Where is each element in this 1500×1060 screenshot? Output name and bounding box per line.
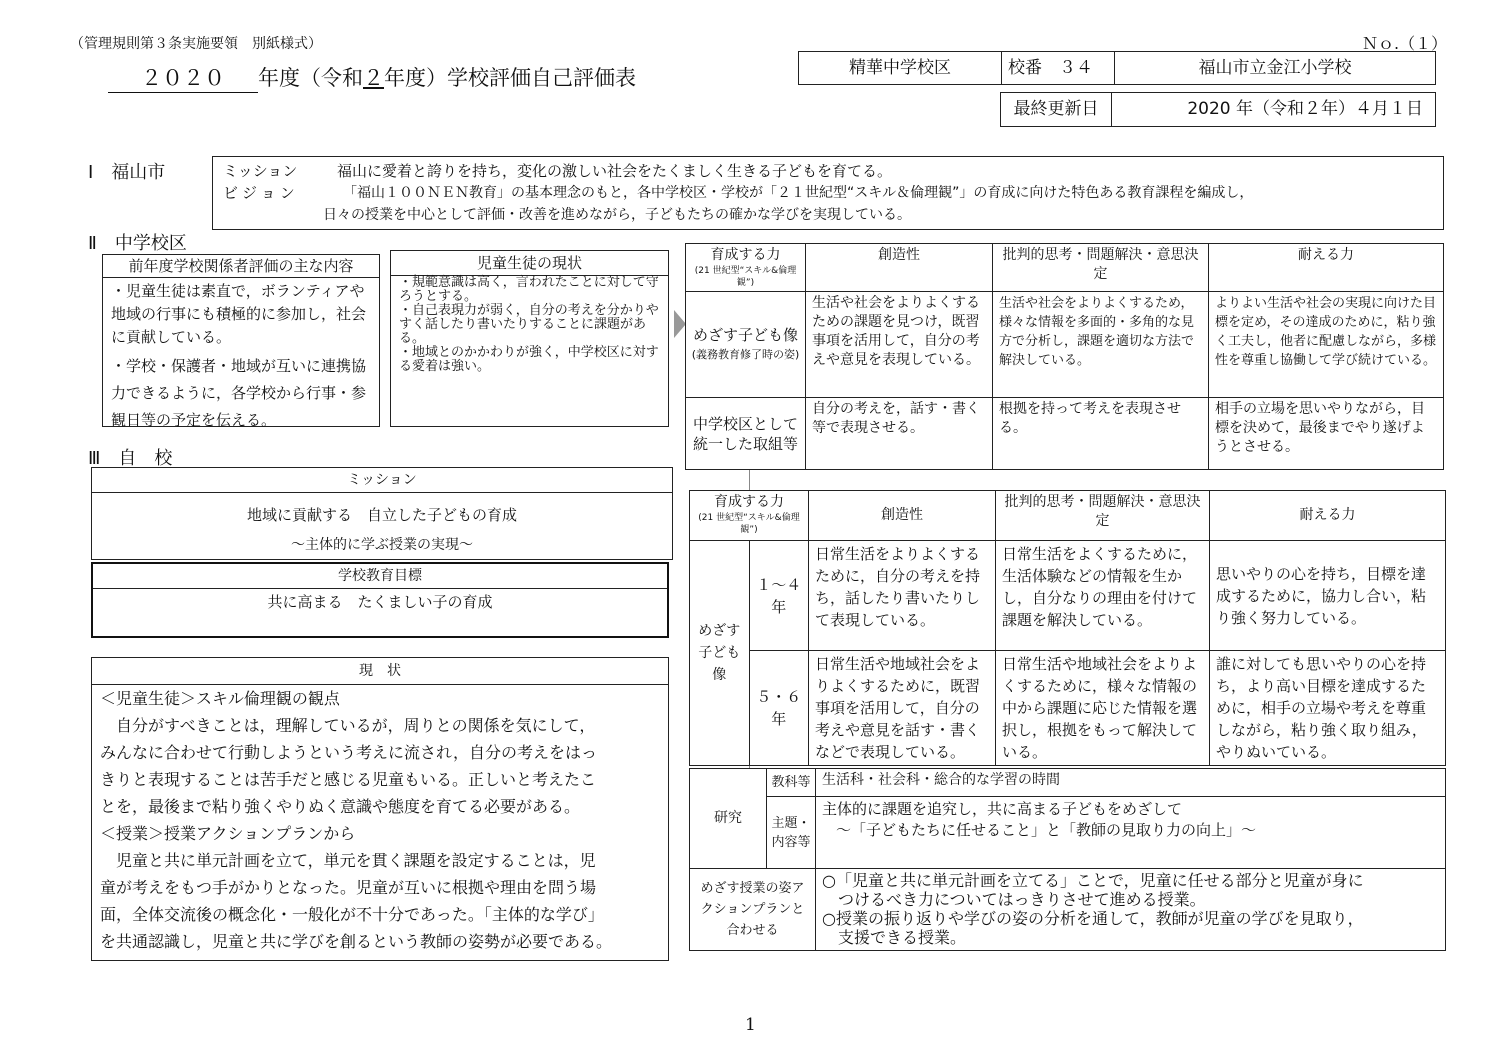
school-mission-line-2: ～主体的に学ぶ授業の実現～	[291, 537, 473, 553]
district-r2-c1: 自分の考えを，話す・書く等で表現させる。	[806, 398, 993, 470]
title-pre: 年度（令和	[258, 66, 363, 90]
city-vision-label: ビジョン	[223, 184, 299, 202]
district-r1-label-cell	[686, 292, 806, 398]
connector-line	[749, 470, 750, 490]
status-line-10: を共通認識し，児童と共に学びを創るという教師の姿勢が必要である。	[100, 932, 613, 951]
status-line-7: 児童と共に単元計画を立て，単元を貫く課題を設定することは，児	[100, 851, 596, 870]
school-info-table	[798, 51, 1436, 85]
student-status-item-2: ・自己表現力が弱く，自分の考えを分かりやすく話したり書いたりすることに課題がある。	[399, 303, 659, 346]
plan-line-2: つけるべき力についてはっきりさせて進める授業。	[822, 890, 1206, 909]
section1-heading: Ⅰ 福山市	[88, 162, 166, 183]
school-goal-title: 学校教育目標	[93, 564, 667, 589]
district-r1-sub: (義務教育修了時の姿)	[691, 347, 800, 361]
grade-5-6: ５・６年	[749, 651, 809, 766]
district-h1: 創造性	[806, 244, 993, 292]
district-h0-sub: (21 世紀型“スキル&倫理観”)	[694, 266, 797, 288]
school-mission-title: ミッション	[92, 468, 672, 493]
status-line-6: ＜授業＞授業アクションプランから	[100, 824, 356, 843]
school-goal-box	[91, 562, 669, 638]
city-vision-text-2: 日々の授業を中心として評価・改善を進めながら，子どもたちの確かな学びを実現している。	[323, 207, 911, 223]
g2-c1: 日常生活や地域社会をよりよくするために，既習事項を活用して，自分の考えや意見を話す・書くなどで表現している。	[809, 651, 996, 766]
g1-c3: 思いやりの心を持ち，目標を達成するために，協力し合い，粘り強く努力している。	[1210, 541, 1446, 651]
student-status-item-1: ・規範意識は高く，言われたことに対して守ろうとする。	[399, 275, 659, 304]
district-table	[685, 243, 1444, 470]
district-table-h0	[686, 244, 806, 292]
school-h3: 耐える力	[1210, 491, 1446, 541]
grade-1-4: １～４年	[749, 541, 809, 651]
school-name: 福山市立金江小学校	[1115, 52, 1436, 85]
page-title	[108, 62, 636, 93]
plan-label: めざす授業の姿アクションプランと合わせる	[690, 869, 816, 951]
school-number: 校番 ３４	[1002, 52, 1115, 85]
school-h1: 創造性	[809, 491, 996, 541]
g2-c3: 誰に対しても思いやりの心を持ち，より高い目標を達成するために，相手の立場や考えを尊重しながら，粘り強く取り組み，やりぬいている。	[1210, 651, 1446, 766]
prev-eval-title: 前年度学校関係者評価の主な内容	[103, 255, 379, 278]
status-line-8: 童が考えをもつ手がかりとなった。児童が互いに根拠や理由を問う場	[100, 878, 597, 897]
title-year: ２０２０	[108, 62, 258, 93]
plan-line-1: ○「児童と共に単元計画を立てる」ことで，児童に任せる部分と児童が身に	[822, 871, 1364, 890]
updated-label: 最終更新日	[1001, 93, 1112, 127]
student-status-title: 児童生徒の現状	[391, 251, 668, 276]
prev-eval-item-2: ・学校・保護者・地域が互いに連携協力できるように，各学校から行事・参観日等の予定を伝える。	[111, 357, 367, 429]
district-h2: 批判的思考・問題解決・意思決定	[993, 244, 1209, 292]
school-target-table	[689, 490, 1446, 766]
district: 精華中学校区	[799, 52, 1002, 85]
school-h2: 批判的思考・問題解決・意思決定	[996, 491, 1210, 541]
status-line-9: 面，全体交流後の概念化・一般化が不十分であった。「主体的な学び」	[100, 905, 604, 924]
current-status-title: 現 状	[92, 658, 668, 685]
district-r1-c2: 生活や社会をよりよくするため，様々な情報を多面的・多角的な見方で分析し，課題を適切な方法で解決している。	[993, 292, 1209, 398]
section2-heading: Ⅱ 中学校区	[88, 233, 187, 254]
research-subject-label: 教科等	[767, 769, 816, 797]
title-reiwa: ２	[363, 66, 384, 90]
school-row-label: めざす子ども像	[690, 541, 750, 766]
district-r2-label: 中学校区として統一した取組等	[686, 398, 806, 470]
district-r1-c1: 生活や社会をよりよくするための課題を見つけ，既習事項を活用して，自分の考えや意見を表現している。	[806, 292, 993, 398]
g1-c2: 日常生活をよくするために，生活体験などの情報を生かし，自分なりの理由を付けて課題を解決している。	[996, 541, 1210, 651]
student-status-box	[390, 250, 669, 427]
prev-eval-item-1: ・児童生徒は素直で，ボランティアや地域の行事にも積極的に参加し，社会に貢献している。	[111, 282, 367, 346]
status-line-5: とを，最後まで粘り強くやりぬく意識や態度を育てる必要がある。	[100, 797, 581, 816]
research-label: 研究	[690, 769, 767, 869]
status-line-1: ＜児童生徒＞スキル倫理観の観点	[100, 689, 340, 708]
status-line-4: きりと表現することは苦手だと感じる児童もいる。正しいと考えたこ	[100, 770, 597, 789]
research-theme-label: 主題・内容等	[767, 797, 816, 869]
g2-c2: 日常生活や地域社会をよりよくするために，様々な情報の中から課題に応じた情報を選択し，根拠をもって解決している。	[996, 651, 1210, 766]
form-note: （管理規則第３条実施要領 別紙様式）	[70, 36, 322, 52]
status-line-3: みんなに合わせて行動しようという考えに流され，自分の考えをはっ	[100, 743, 597, 762]
research-theme-line-1: 主体的に課題を追究し，共に高まる子どもをめざして	[822, 800, 1183, 818]
title-post: 年度）学校評価自己評価表	[384, 66, 636, 90]
district-r2-c2: 根拠を持って考えを表現させる。	[993, 398, 1209, 470]
school-mission-box	[91, 467, 673, 560]
city-vision-text-1: 「福山１００ＮＥＮ教育」の基本理念のもと，各中学校区・学校が「２１世紀型“スキル＆倫理観”」の育成に向けた特色ある教育課程を編成し，	[343, 185, 1254, 201]
section3-heading: Ⅲ 自 校	[88, 448, 173, 469]
research-theme-line-2: ～「子どもたちに任せること」と「教師の見取り力の向上」～	[836, 821, 1257, 839]
plan-line-4: 支援できる授業。	[822, 928, 967, 947]
g1-c1: 日常生活をよりよくするために，自分の考えを持ち，話したり書いたりして表現している。	[809, 541, 996, 651]
updated-value: 2020 年（令和２年）４月１日	[1112, 93, 1436, 127]
city-mission-label: ミッション	[223, 162, 298, 180]
school-table-h0	[690, 491, 809, 541]
school-goal-text: 共に高まる たくましい子の育成	[267, 593, 493, 611]
research-table	[689, 768, 1446, 951]
district-r1-label: めざす子ども像	[692, 325, 798, 344]
page-number: Ｎｏ.（１）	[1362, 34, 1448, 53]
current-status-box	[91, 657, 669, 961]
district-h0-label: 育成する力	[710, 247, 781, 263]
city-mission-text: 福山に愛着と誇りを持ち，変化の激しい社会をたくましく生きる子どもを育てる。	[337, 162, 893, 180]
district-r1-c3: よりよい生活や社会の実現に向けた目標を定め，その達成のために，粘り強く工夫し，他者に配慮しながら，多様性を尊重し協働して学び続けている。	[1209, 292, 1444, 398]
school-h0-sub: (21 世紀型“スキル&倫理観”)	[698, 513, 800, 535]
district-h3: 耐える力	[1209, 244, 1444, 292]
prev-eval-box	[102, 254, 380, 427]
school-mission-line-1: 地域に貢献する 自立した子どもの育成	[246, 506, 517, 524]
footer-page-number: 1	[745, 1015, 756, 1035]
update-table	[1000, 92, 1436, 127]
research-subject-value: 生活科・社会科・総合的な学習の時間	[816, 769, 1446, 797]
city-mission-box	[212, 156, 1444, 230]
status-line-2: 自分がすべきことは，理解しているが，周りとの関係を気にして，	[100, 716, 596, 735]
school-h0-label: 育成する力	[714, 494, 784, 510]
plan-line-3: ○授業の振り返りや学びの姿の分析を通して，教師が児童の学びを見取り，	[822, 909, 1364, 928]
student-status-item-3: ・地域とのかかわりが強く，中学校区に対する愛着は強い。	[399, 345, 659, 374]
district-r2-c3: 相手の立場を思いやりながら，目標を決めて，最後までやり遂げようとさせる。	[1209, 398, 1444, 470]
